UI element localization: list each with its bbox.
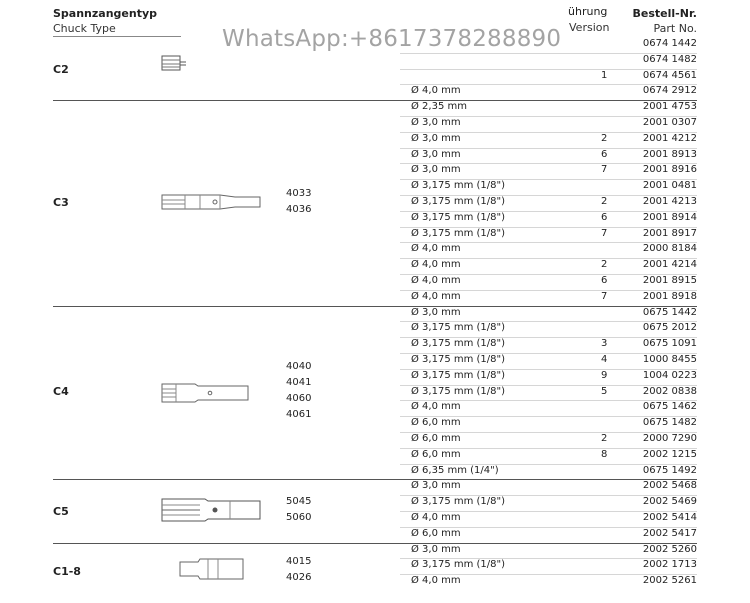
chuck-type-label: C5 [53,505,69,518]
version-number: 2 [601,433,608,444]
chuck-type-label: C4 [53,385,69,398]
machine-code: 4040 [286,361,312,372]
part-number: 0675 2012 [642,322,697,334]
shank-diameter: Ø 3,0 mm [411,480,461,492]
part-number: 0674 4561 [642,69,697,81]
shank-diameter: Ø 3,175 mm (1/8") [411,227,506,239]
version-number: 6 [601,148,608,160]
shank-diameter: Ø 3,175 mm (1/8") [411,196,506,207]
part-number: 2001 0307 [642,117,697,128]
version-number: 7 [601,164,608,176]
part-number: 2001 8914 [642,211,697,223]
shank-diameter: Ø 3,0 mm [411,148,461,160]
header-chuck-type-de: Spannzangentyp [53,7,158,20]
group-divider [53,479,697,480]
part-number: 2002 1713 [642,559,697,571]
part-number: 2002 1215 [642,448,697,460]
shank-diameter: Ø 3,175 mm (1/8") [411,385,506,397]
version-number: 3 [601,338,608,350]
part-number: 2001 8918 [642,290,697,302]
header-version-de: ührung [568,5,608,18]
shank-diameter: Ø 3,175 mm (1/8") [411,211,506,223]
chuck-c4-drawing-icon [160,380,260,406]
chuck-type-label: C2 [53,63,69,76]
version-number: 7 [601,227,608,239]
version-number: 2 [601,196,608,207]
machine-code: 4015 [286,556,312,567]
shank-diameter: Ø 6,0 mm [411,527,461,539]
shank-diameter: Ø 2,35 mm [411,101,467,113]
part-number: 1004 0223 [642,369,697,381]
part-number: 2002 5469 [642,496,697,508]
part-number: 0675 1492 [642,464,697,476]
part-number: 0675 1091 [642,338,697,350]
part-number: 2001 4212 [642,132,697,144]
machine-code: 4033 [286,188,312,199]
part-number: 2001 8915 [642,275,697,286]
chuck-type-label: C1-8 [53,565,81,578]
shank-diameter: Ø 3,0 mm [411,543,461,555]
chuck-c1-8-drawing-icon [178,556,248,582]
header-version-en: Version [569,21,610,34]
shank-diameter: Ø 3,175 mm (1/8") [411,354,506,365]
shank-diameter: Ø 4,0 mm [411,243,461,255]
shank-diameter: Ø 4,0 mm [411,85,461,97]
chuck-type-label: C3 [53,196,69,209]
shank-diameter: Ø 3,175 mm (1/8") [411,496,506,508]
part-number: 2002 0838 [642,385,697,397]
machine-code: 5060 [286,512,312,523]
part-number: 0674 2912 [642,85,697,97]
chuck-c5-drawing-icon [160,496,270,524]
shank-diameter: Ø 6,0 mm [411,433,461,444]
part-number: 2001 8913 [642,148,697,160]
part-number: 2000 7290 [642,433,697,444]
group-divider [53,543,697,544]
shank-diameter: Ø 4,0 mm [411,512,461,523]
part-number: 1000 8455 [642,354,697,365]
shank-diameter: Ø 3,175 mm (1/8") [411,559,506,571]
version-number: 8 [601,448,608,460]
shank-diameter: Ø 3,175 mm (1/8") [411,180,506,192]
part-number: 2002 5468 [642,480,697,492]
part-number: 2001 8916 [642,164,697,176]
version-number: 1 [601,69,608,81]
machine-code: 5045 [286,496,312,507]
part-number: 2001 4213 [642,196,697,207]
watermark-text: WhatsApp:+8617378288890 [222,26,562,52]
part-number: 2001 0481 [642,180,697,192]
shank-diameter: Ø 4,0 mm [411,259,461,271]
machine-code: 4026 [286,572,312,583]
part-number: 0675 1462 [642,401,697,413]
header-part-no-de: Bestell-Nr. [632,7,697,20]
version-number: 6 [601,211,608,223]
header-chuck-type-en: Chuck Type [53,22,116,35]
part-number: 2002 5417 [642,527,697,539]
shank-diameter: Ø 3,175 mm (1/8") [411,322,506,334]
shank-diameter: Ø 4,0 mm [411,575,461,587]
part-number: 2000 8184 [642,243,697,255]
shank-diameter: Ø 6,0 mm [411,417,461,429]
shank-diameter: Ø 3,175 mm (1/8") [411,369,506,381]
part-number: 2002 5261 [642,575,697,587]
group-divider [53,306,697,307]
part-number: 0675 1482 [642,417,697,429]
part-number: 2001 4214 [642,259,697,271]
machine-code: 4060 [286,393,312,404]
machine-code: 4036 [286,204,312,215]
version-number: 5 [601,385,608,397]
version-number: 7 [601,290,608,302]
shank-diameter: Ø 3,0 mm [411,164,461,176]
group-divider [53,100,697,101]
version-number: 4 [601,354,608,365]
chuck-c2-drawing-icon [160,52,190,76]
version-number: 2 [601,132,608,144]
part-number: 0674 1442 [642,38,697,49]
header-part-no-en: Part No. [653,22,697,35]
version-number: 2 [601,259,608,271]
shank-diameter: Ø 6,0 mm [411,448,461,460]
shank-diameter: Ø 3,0 mm [411,132,461,144]
machine-code: 4061 [286,409,312,420]
shank-diameter: Ø 3,0 mm [411,306,461,318]
part-number: 2001 8917 [642,227,697,239]
shank-diameter: Ø 4,0 mm [411,275,461,286]
part-number: 0674 1482 [642,53,697,65]
part-number: 0675 1442 [642,306,697,318]
shank-diameter: Ø 3,0 mm [411,117,461,128]
shank-diameter: Ø 4,0 mm [411,401,461,413]
shank-diameter: Ø 4,0 mm [411,290,461,302]
shank-diameter: Ø 6,35 mm (1/4") [411,464,499,476]
shank-diameter: Ø 3,175 mm (1/8") [411,338,506,350]
version-number: 9 [601,369,608,381]
header-underline [53,36,181,37]
part-number: 2001 4753 [642,101,697,113]
part-number: 2002 5260 [642,543,697,555]
part-number: 2002 5414 [642,512,697,523]
version-number: 6 [601,275,608,286]
chuck-c3-drawing-icon [160,190,270,214]
machine-code: 4041 [286,377,312,388]
